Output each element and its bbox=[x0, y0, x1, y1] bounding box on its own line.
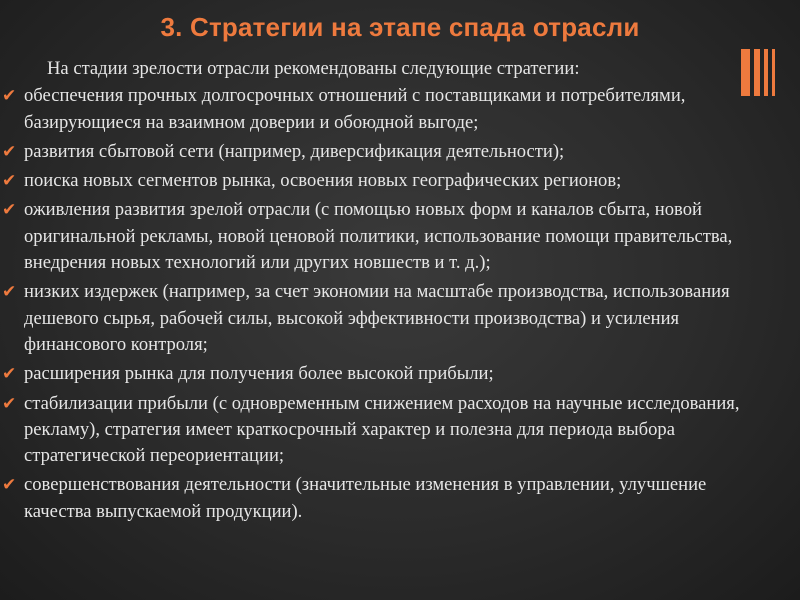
list-item bbox=[0, 139, 760, 165]
check-mark-icon: ✔ bbox=[2, 200, 17, 221]
check-mark-icon: ✔ bbox=[2, 86, 17, 107]
list-item-text: обеспечения прочных долгосрочных отношений с поставщиками и потребителями, базирующиеся на взаимном доверии и обоюдной выгоде; bbox=[24, 85, 686, 133]
check-mark-icon: ✔ bbox=[2, 393, 17, 414]
check-mark-icon: ✔ bbox=[2, 282, 17, 303]
list-item-text: поиска новых сегментов рынка, освоения новых географических регионов; bbox=[24, 170, 622, 192]
list-item-text: оживления развития зрелой отрасли (с помощью новых форм и каналов сбыта, новой оригинальной рекламы, новой ценовой политики, использование помощи правительства, внедрения новых технологий или других новшеств и т. д.); bbox=[24, 199, 733, 274]
list-item bbox=[0, 168, 760, 194]
list-item-text: развития сбытовой сети (например, диверсификация деятельности); bbox=[24, 140, 565, 162]
list-item bbox=[0, 83, 760, 136]
strategy-list bbox=[0, 83, 760, 525]
list-item-text: совершенствования деятельности (значительные изменения в управлении, улучшение качества выпускаемой продукции). bbox=[24, 474, 707, 522]
intro-text: На стадии зрелости отрасли рекомендованы следующие стратегии: bbox=[47, 58, 580, 79]
check-mark-icon: ✔ bbox=[2, 364, 17, 385]
slide-body bbox=[0, 56, 760, 528]
check-mark-icon: ✔ bbox=[2, 141, 17, 162]
list-item-text: низких издержек (например, за счет экономии на масштабе производства, использования дешевого сырья, рабочей силы, высокой эффективности производства) и усиления финансового контроля; bbox=[24, 281, 730, 355]
list-item bbox=[0, 391, 760, 470]
slide-title: 3. Стратегии на этапе спада отрасли bbox=[160, 12, 640, 42]
list-item bbox=[0, 197, 760, 276]
list-item-text: расширения рынка для получения более высокой прибыли; bbox=[24, 363, 494, 385]
check-mark-icon: ✔ bbox=[2, 475, 17, 496]
list-item bbox=[0, 361, 760, 387]
check-mark-icon: ✔ bbox=[2, 171, 17, 192]
list-item bbox=[0, 279, 760, 358]
list-item bbox=[0, 472, 760, 525]
list-item-text: стабилизации прибыли (с одновременным снижением расходов на научные исследования, рекламу), стратегия имеет краткосрочный характер и полезна для периода выбора стратегической переориентации; bbox=[24, 392, 740, 467]
